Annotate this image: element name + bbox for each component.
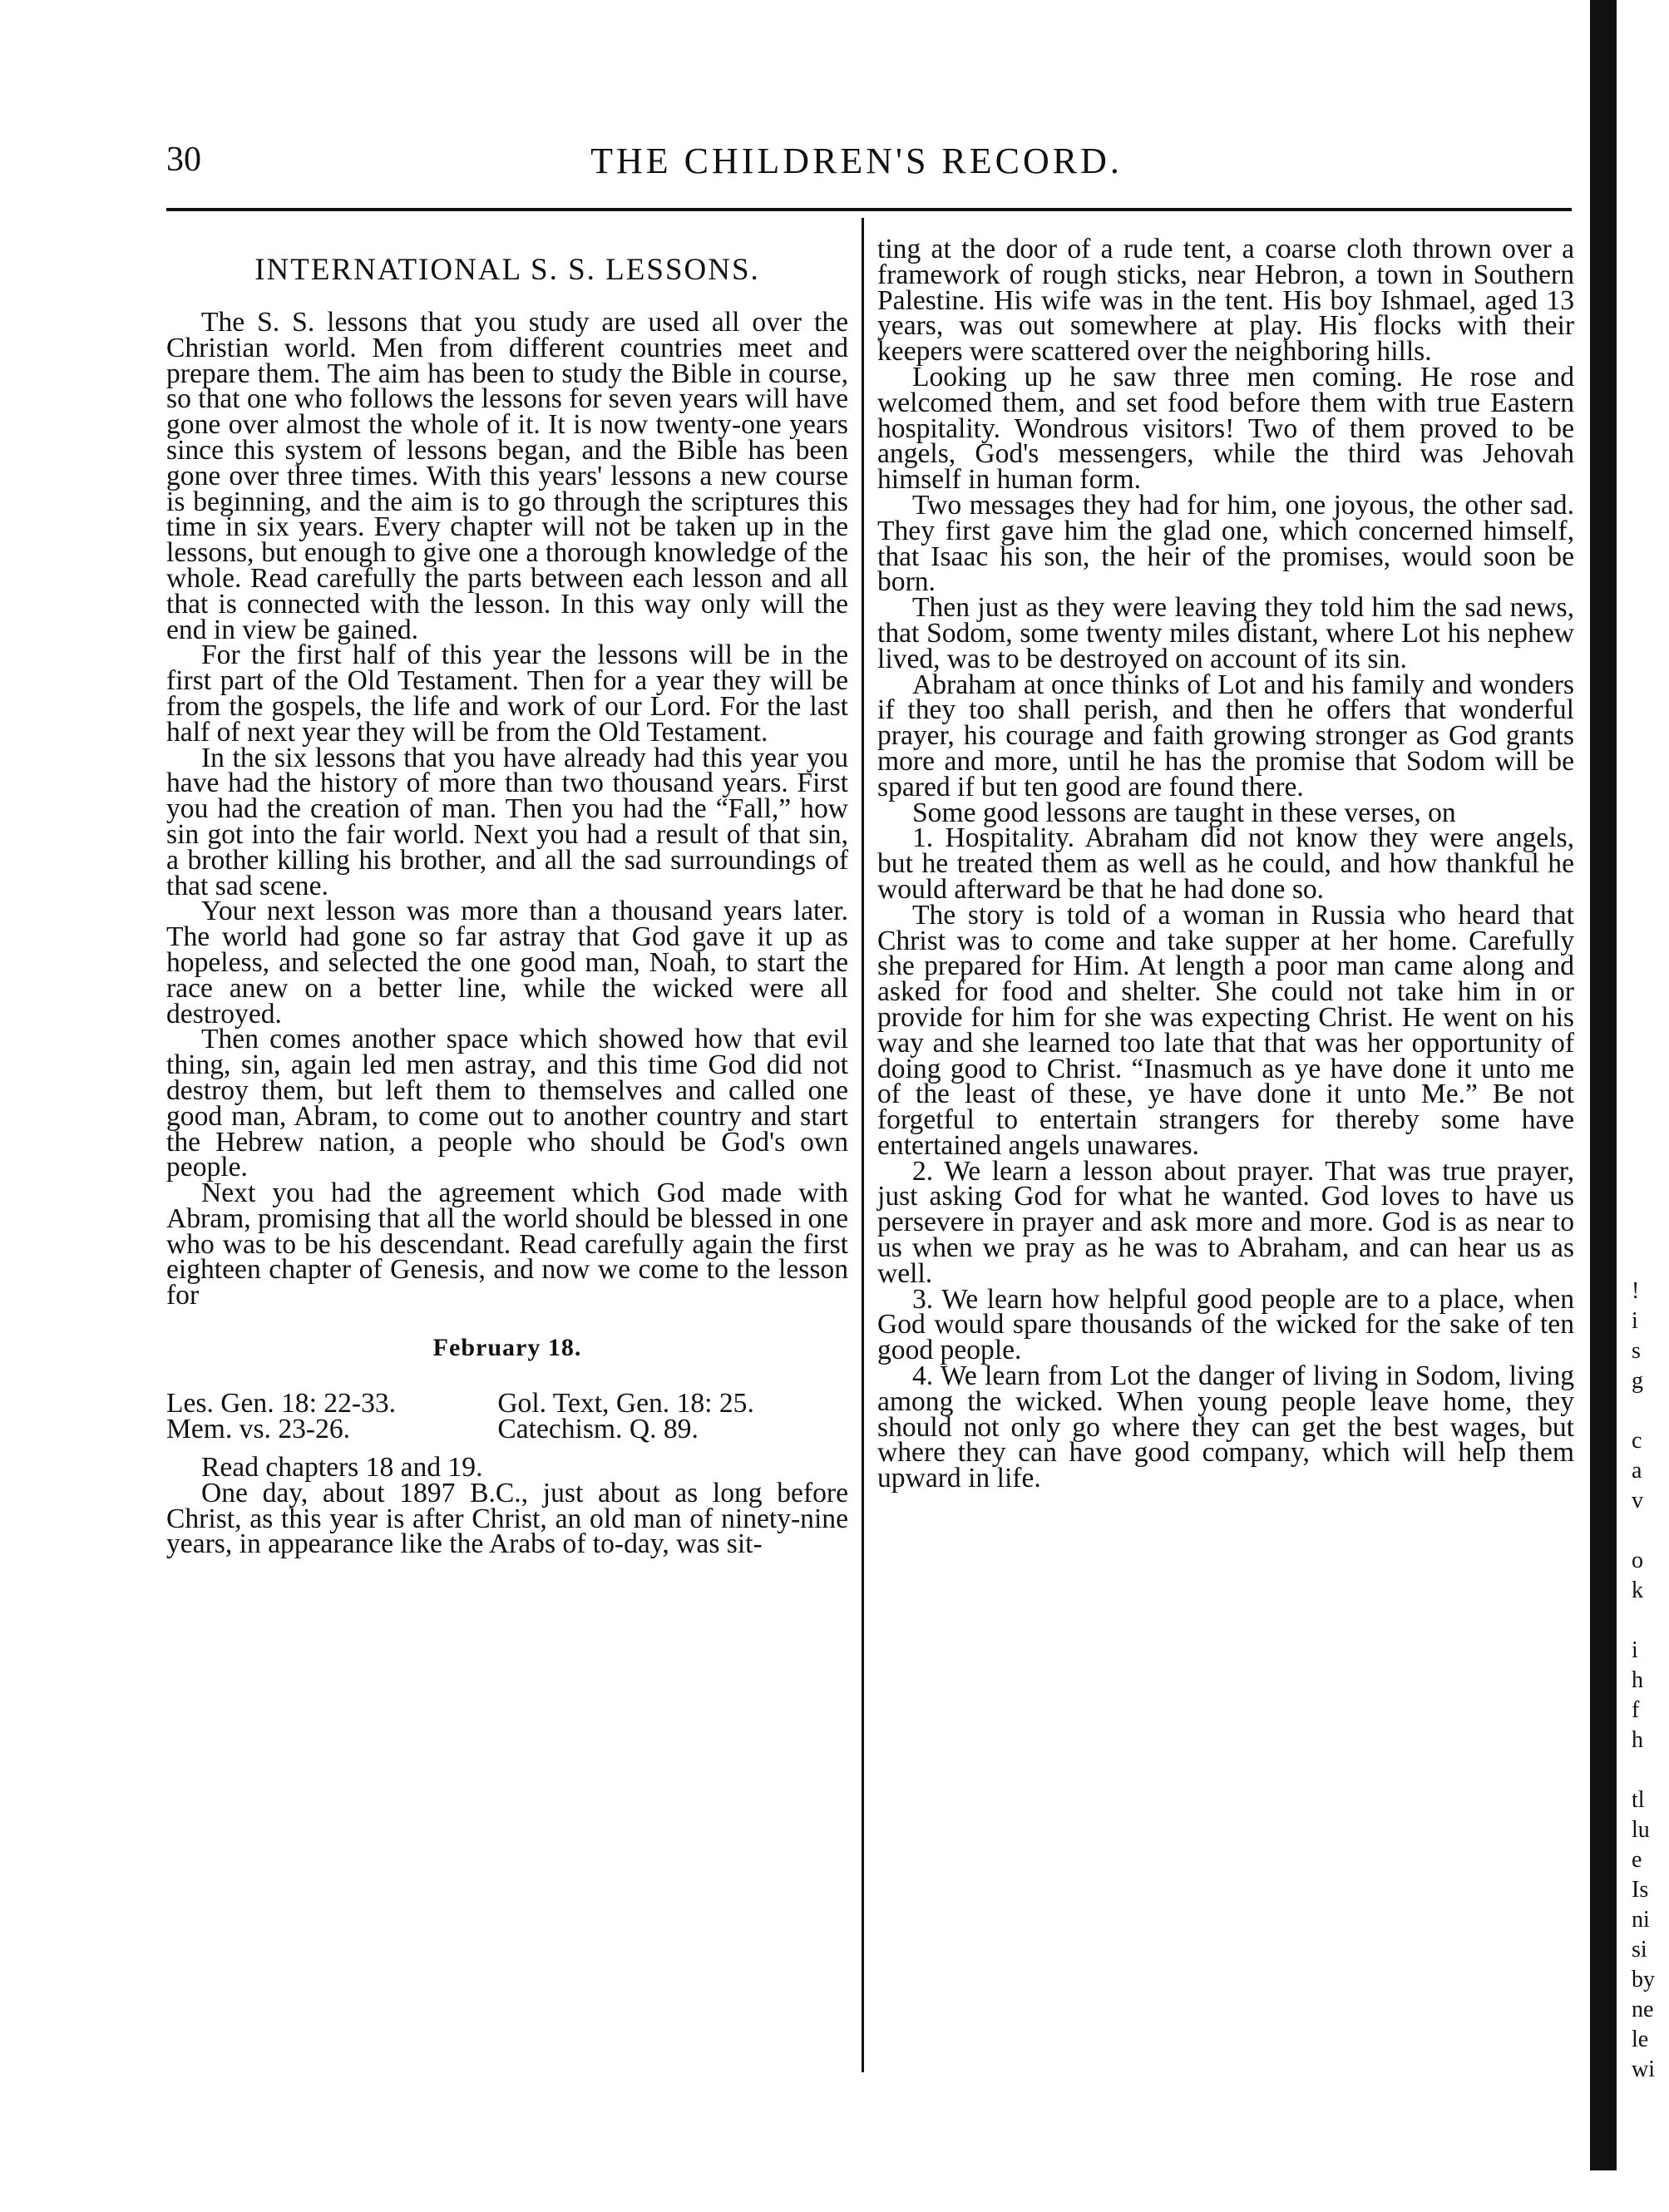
margin-fragment: f: [1632, 1697, 1640, 1723]
margin-fragment: [1632, 1606, 1665, 1636]
paragraph: Then comes another space which showed how that evil thing, sin, again led men astray, and this time God did not destroy them, but left them to themselves and called one good man, Abram, to come out to another country and start the Hebrew nation, a people who should be God's own people.: [166, 1024, 848, 1183]
header-rule: [166, 208, 1572, 211]
margin-fragment: k: [1632, 1578, 1643, 1603]
margin-fragment: lu: [1632, 1817, 1650, 1843]
lesson-ref: Les. Gen. 18: 22-33.: [166, 1388, 397, 1420]
page-edge-shadow: [1590, 0, 1617, 2170]
page-header: [166, 140, 1547, 190]
paragraph: One day, about 1897 B.C., just about as long before Christ, as this year is after Christ, an old man of ninety-nine years, in appearance like the Arabs of to-day, was sit-: [166, 1477, 848, 1560]
margin-fragment: s: [1632, 1338, 1641, 1364]
paragraph: Looking up he saw three men coming. He rose and welcomed them, and set food before them with true Eastern hospitality. Wondrous visitors! Two of them proved to be angels, God's messengers, while the third was Jehovah himself in human form.: [877, 361, 1574, 496]
margin-fragment: by: [1632, 1967, 1655, 1992]
lesson-date-heading: February 18.: [432, 1334, 582, 1362]
paragraph: Your next lesson was more than a thousand years later. The world had gone so far astray that God gave it up as hopeless, and selected the one good man, Noah, to start the race anew on a better line, while the wicked were all destroyed.: [166, 896, 848, 1029]
lesson-ref-row: [166, 1390, 848, 1416]
paragraph: 1. Hospitality. Abraham did not know they were angels, but he treated them as well as he could, and how thankful he would afterward be that he had done so.: [877, 822, 1574, 905]
margin-fragment: ne: [1632, 1997, 1654, 2022]
paragraph: Abraham at once thinks of Lot and his family and wonders if they too shall perish, and then he offers that wonderful prayer, his courage and faith growing stronger as God grants more and more, until he has the promise that Sodom will be spared if but ten good are found there.: [877, 669, 1574, 802]
margin-fragment: a: [1632, 1458, 1642, 1484]
margin-fragment: le: [1632, 2027, 1649, 2052]
article-title: INTERNATIONAL S. S. LESSONS.: [254, 253, 760, 287]
margin-fragment: [1632, 1396, 1665, 1426]
margin-fragment: c: [1632, 1428, 1642, 1454]
paragraph: Read chapters 18 and 19.: [201, 1452, 483, 1484]
lesson-references: [166, 1388, 848, 1445]
margin-fragment: v: [1632, 1488, 1643, 1513]
column-divider: [862, 218, 864, 2072]
margin-fragment: g: [1632, 1368, 1643, 1394]
margin-fragment: !: [1632, 1278, 1640, 1304]
adjacent-page-fragments: [1632, 1276, 1665, 2085]
paragraph: For the first half of this year the lessons will be in the first part of the Old Testament. Then for a year they will be from the gospels, the life and work of our Lord. For the last half of next year they will be from the Old Testament.: [166, 639, 848, 748]
paragraph: ting at the door of a rude tent, a coarse cloth thrown over a framework of rough sticks, near Hebron, a town in Southern Palestine. His wife was in the tent. His boy Ishmael, aged 13 years, was out somewhere at play. His flocks with their keepers were scattered over the neighboring hills.: [877, 234, 1574, 368]
margin-fragment: h: [1632, 1667, 1643, 1693]
paragraph: Next you had the agreement which God made with Abram, promising that all the world should be blessed in one who was to be his descendant. Read carefully again the first eighteen chapter of Genesis, and now we come to the lesson for: [166, 1178, 848, 1311]
right-column: [877, 234, 1574, 1494]
paragraph: The S. S. lessons that you study are used all over the Christian world. Men from different countries meet and prepare them. The aim has been to study the Bible in course, so that one who follows the lessons for seven years will have gone over almost the whole of it. It is now twenty-one years since this system of lessons began, and the Bible has been gone over three times. With this years' lessons a new course is beginning, and the aim is to go through the scriptures this time in six years. Every chapter will not be taken up in the lessons, but enough to give one a thorough knowledge of the whole. Read carefully the parts between each lesson and all that is connected with the lesson. In this way only will the end in view be gained.: [166, 307, 848, 645]
margin-fragment: Is: [1632, 1877, 1649, 1903]
lesson-ref-row: [166, 1416, 848, 1442]
margin-fragment: [1632, 1755, 1665, 1785]
lesson-ref: Catechism. Q. 89.: [497, 1414, 699, 1445]
margin-fragment: ni: [1632, 1907, 1650, 1933]
left-column: [166, 237, 848, 1558]
paragraph: The story is told of a woman in Russia who heard that Christ was to come and take supper at her home. Carefully she prepared for Him. At length a poor man came along and asked for food and shelter. She could not take him in or provide for him for she was expecting Christ. He went on his way and she learned too late that that was her opportunity of doing good to Christ. “Inasmuch as ye have done it unto me of the least of these, ye have done it unto Me.” Be not forgetful to entertain strangers for thereby some have entertained angels unawares.: [877, 899, 1574, 1161]
lesson-ref: Gol. Text, Gen. 18: 25.: [497, 1388, 754, 1420]
paragraph: 2. We learn a lesson about prayer. That was true prayer, just asking God for what he wanted. God loves to have us persevere in prayer and ask more and more. God is as near to us when we pray as he was to Abraham, and can hear us as well.: [877, 1155, 1574, 1289]
margin-fragment: si: [1632, 1937, 1647, 1963]
paragraph: Two messages they had for him, one joyous, the other sad. They first gave him the glad one, which concerned himself, that Isaac his son, the heir of the promises, would soon be born.: [877, 489, 1574, 598]
page-number: 30: [166, 141, 201, 179]
margin-fragment: e: [1632, 1847, 1642, 1873]
margin-fragment: tl: [1632, 1787, 1645, 1813]
margin-fragment: [1632, 1516, 1665, 1546]
paragraph: 4. We learn from Lot the danger of living in Sodom, living among the wicked. When young people leave home, they should not only go where they can get the best wages, but where they can have good company, which will help them upward in life.: [877, 1360, 1574, 1494]
paragraph: Then just as they were leaving they told him the sad news, that Sodom, some twenty miles distant, where Lot his nephew lived, was to be destroyed on account of its sin.: [877, 592, 1574, 674]
paragraph: In the six lessons that you have already had this year you have had the history of more than two thousand years. First you had the creation of man. Then you had the “Fall,” how sin got into the fair world. Next you had a result of that sin, a brother killing his brother, and all the sad surroundings of that sad scene.: [166, 742, 848, 901]
running-title: THE CHILDREN'S RECORD.: [590, 141, 1123, 181]
margin-fragment: o: [1632, 1548, 1643, 1573]
margin-fragment: i: [1632, 1308, 1638, 1334]
margin-fragment: i: [1632, 1637, 1638, 1663]
paragraph: Some good lessons are taught in these verses, on: [912, 797, 1456, 828]
paragraph: 3. We learn how helpful good people are to a place, when God would spare thousands of the wicked for the sake of ten good people.: [877, 1283, 1574, 1366]
margin-fragment: h: [1632, 1727, 1643, 1753]
lesson-ref: Mem. vs. 23-26.: [166, 1414, 351, 1445]
margin-fragment: wi: [1632, 2056, 1655, 2082]
